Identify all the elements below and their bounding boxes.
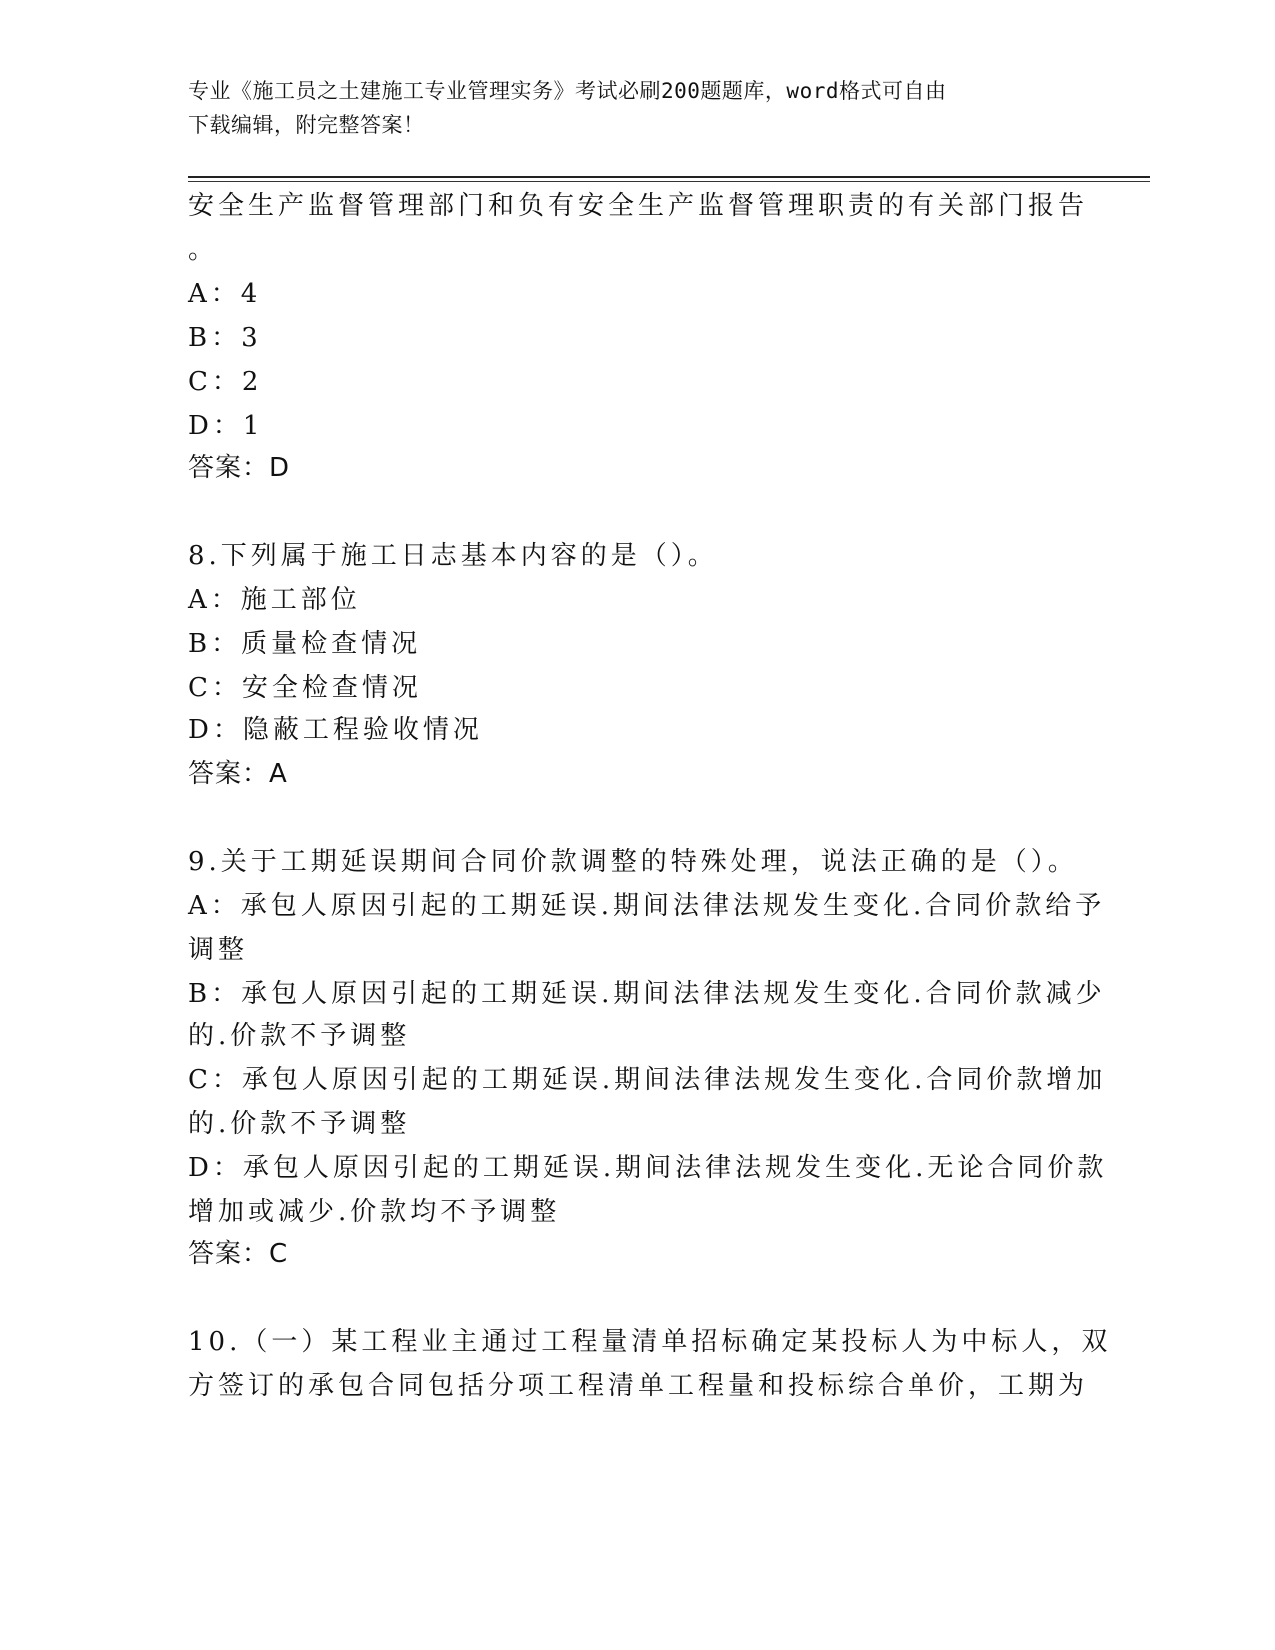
q8-option-b: B：质量检查情况 <box>188 629 422 659</box>
q8-answer: 答案：A <box>188 759 288 789</box>
q7-stem-line-2: 。 <box>188 235 219 265</box>
q7-option-b: B：3 <box>188 323 262 353</box>
header-divider-thin <box>188 181 1150 182</box>
q9-option-d-line-2: 增加或减少.价款均不予调整 <box>188 1197 561 1227</box>
q8-stem: 8.下列属于施工日志基本内容的是（）。 <box>188 541 718 571</box>
q10-stem-line-1: 10.（一）某工程业主通过工程量清单招标确定某投标人为中标人，双 <box>188 1327 1112 1357</box>
header-divider-thick <box>188 176 1150 178</box>
q9-option-b-line-1: B：承包人原因引起的工期延误.期间法律法规发生变化.合同价款减少 <box>188 979 1106 1009</box>
q7-answer: 答案：D <box>188 453 291 483</box>
header-line-2: 下载编辑，附完整答案！ <box>188 113 425 137</box>
q8-option-d: D：隐蔽工程验收情况 <box>188 715 483 745</box>
q9-answer: 答案：C <box>188 1239 289 1269</box>
q9-option-b-line-2: 的.价款不予调整 <box>188 1021 411 1051</box>
q9-option-a-line-2: 调整 <box>188 935 249 965</box>
q10-stem-line-2: 方签订的承包合同包括分项工程清单工程量和投标综合单价，工期为 <box>188 1371 1089 1401</box>
q8-option-a: A：施工部位 <box>188 585 361 615</box>
q9-option-c-line-1: C：承包人原因引起的工期延误.期间法律法规发生变化.合同价款增加 <box>188 1065 1107 1095</box>
q7-option-a: A：4 <box>188 279 262 309</box>
q7-stem-line-1: 安全生产监督管理部门和负有安全生产监督管理职责的有关部门报告 <box>188 191 1089 221</box>
q9-option-c-line-2: 的.价款不予调整 <box>188 1109 411 1139</box>
q8-option-c: C：安全检查情况 <box>188 673 422 703</box>
q7-option-d: D：1 <box>188 411 264 441</box>
header-line-1: 专业《施工员之土建施工专业管理实务》考试必刷200题题库，word格式可自由 <box>188 79 947 103</box>
q7-option-c: C：2 <box>188 367 263 397</box>
document-header <box>188 74 1068 142</box>
q9-stem: 9.关于工期延误期间合同价款调整的特殊处理，说法正确的是（）。 <box>188 847 1078 877</box>
q9-option-d-line-1: D：承包人原因引起的工期延误.期间法律法规发生变化.无论合同价款 <box>188 1153 1108 1183</box>
q9-option-a-line-1: A：承包人原因引起的工期延误.期间法律法规发生变化.合同价款给予 <box>188 891 1106 921</box>
